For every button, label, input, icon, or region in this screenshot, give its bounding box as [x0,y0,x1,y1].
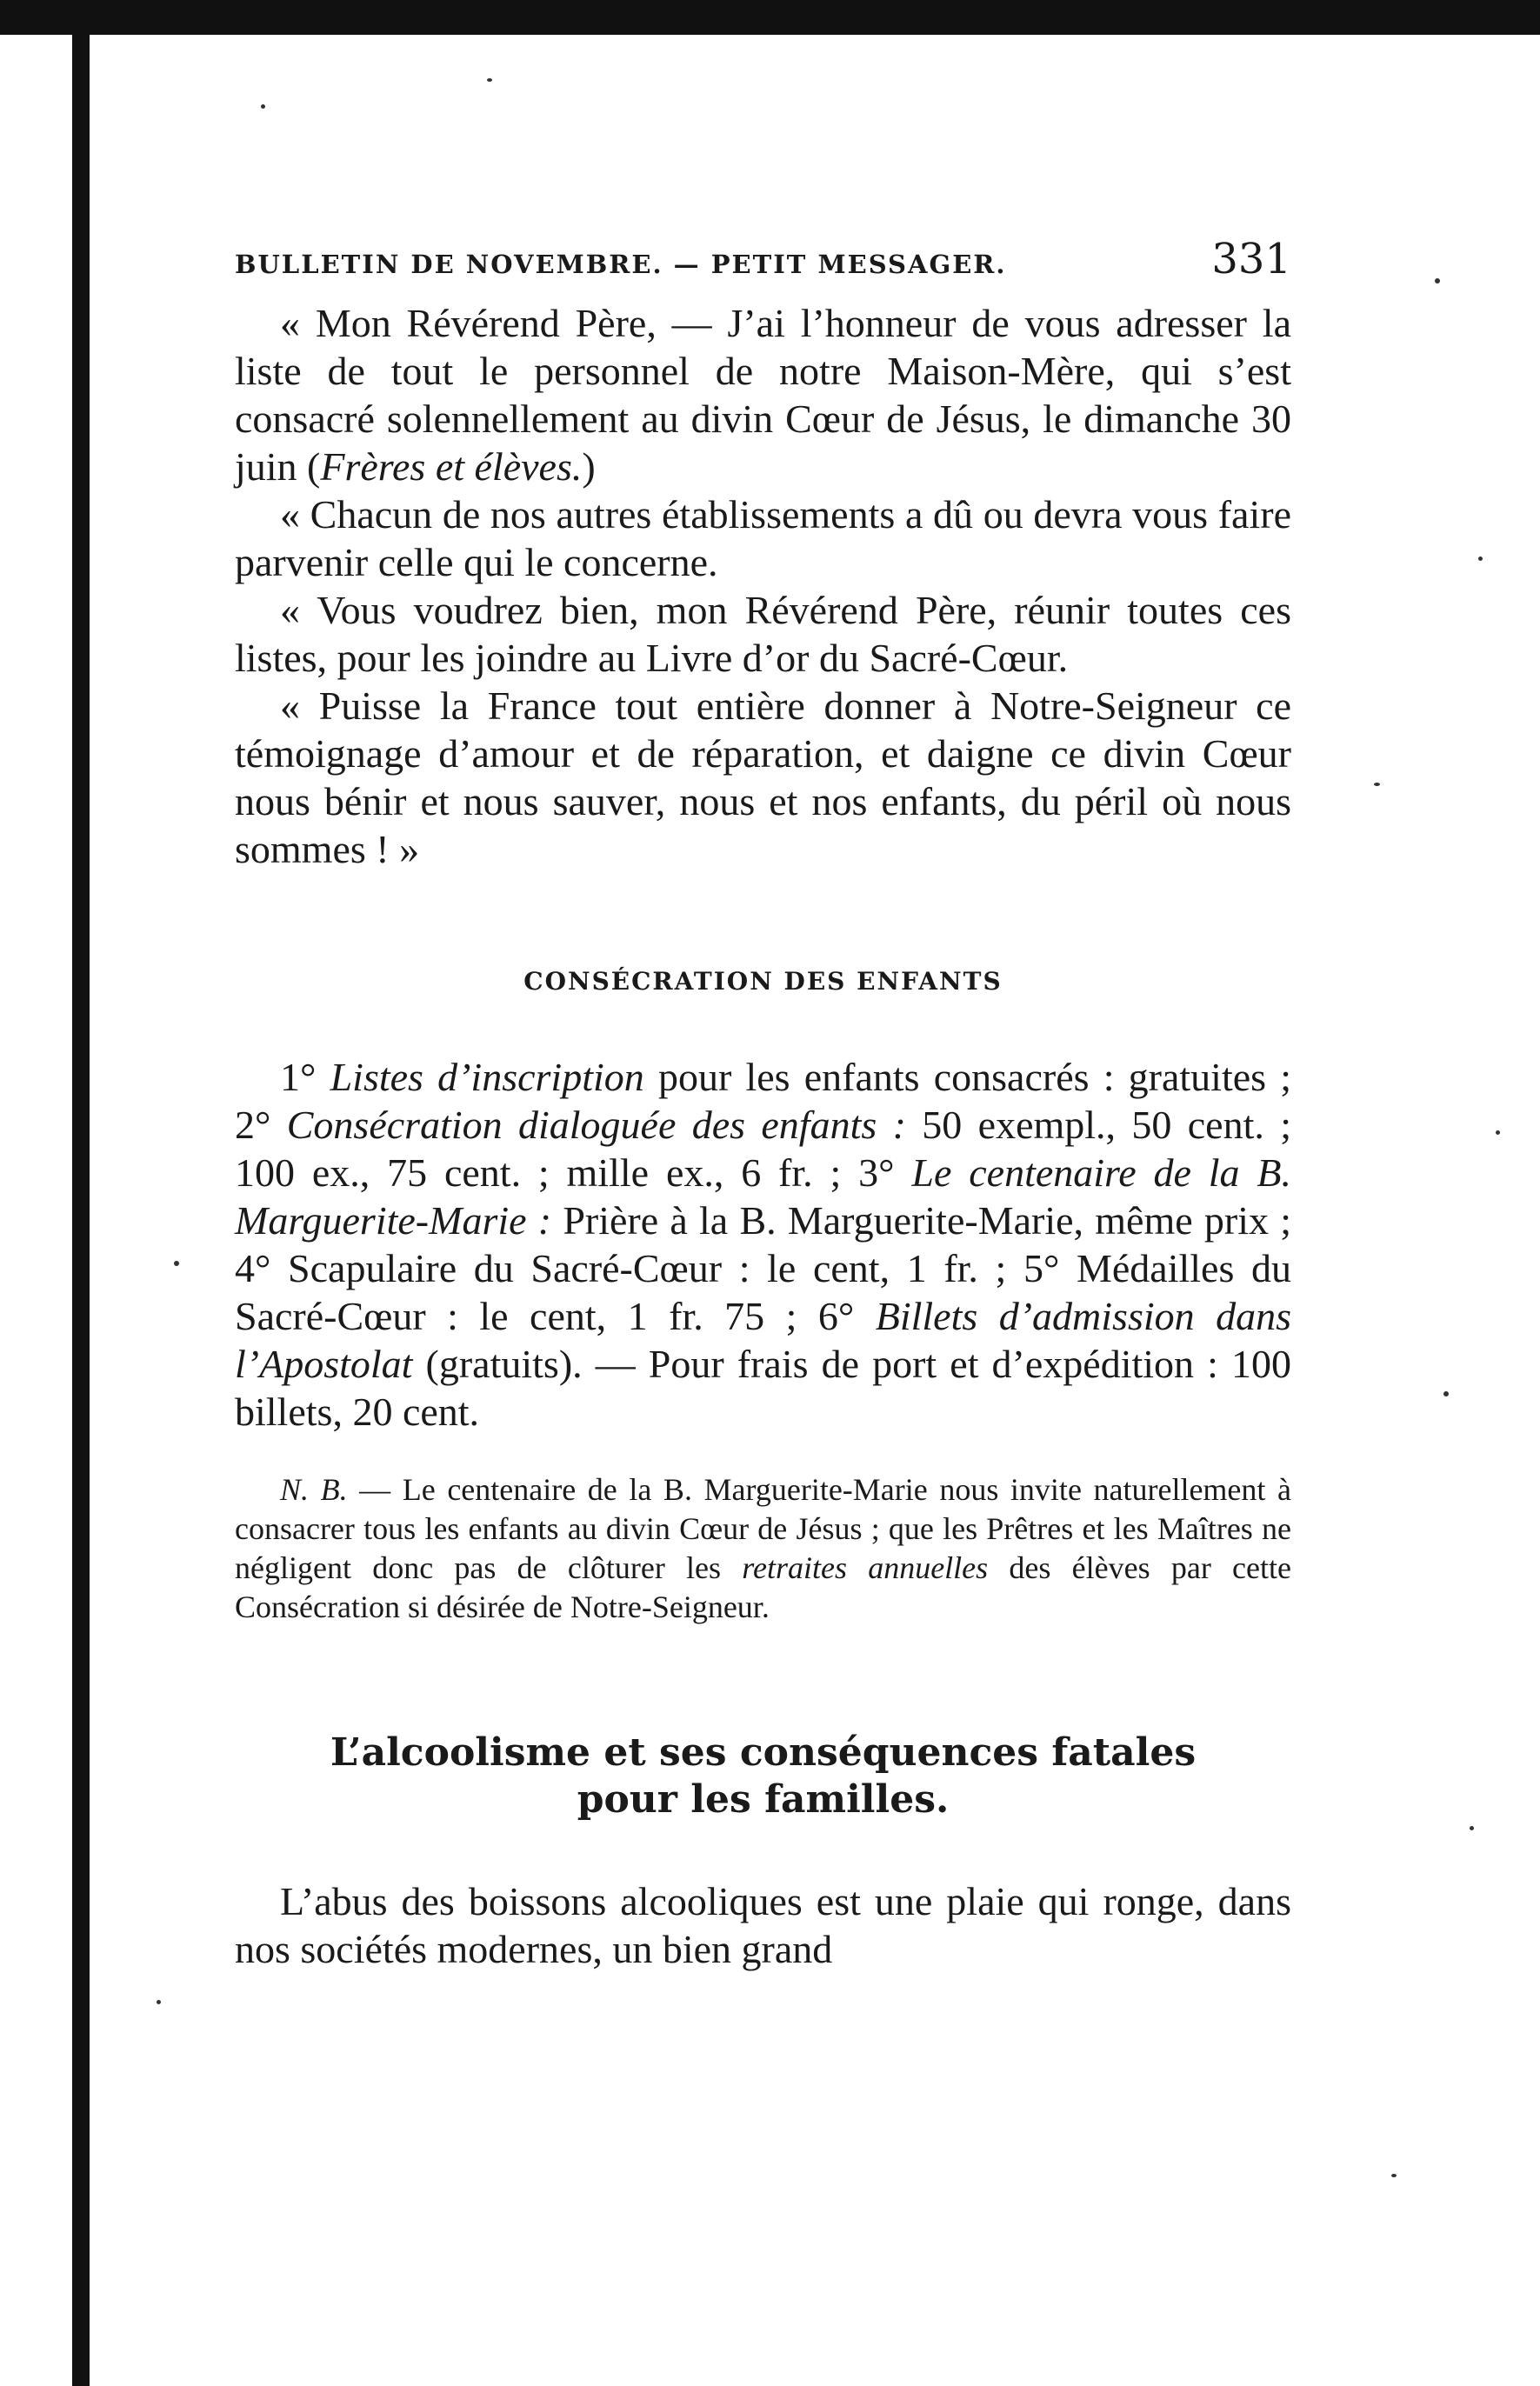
left-border [72,35,90,2386]
cons-italic-2: Consécration dialoguée des enfants : [286,1103,906,1147]
nb-text-2: des élèves par cette Consécration si désirée de Notre-Seigneur. [235,1550,1291,1624]
scan-speck [1435,278,1440,283]
page-number: 331 [1211,235,1291,283]
letter-paragraph-1 [235,299,1291,490]
cons-italic-1: Listes d’inscription [330,1055,644,1099]
article-title-line-1: L’alcoolisme et ses conséquences fatales [330,1730,1197,1775]
cons-italic-4: Billets d’admission dans l’Apostolat [235,1294,1292,1386]
page-content [235,235,1291,1973]
cons-text-2: pour les enfants consacrés : gratuites ; 2° [235,1055,1291,1147]
article-title [235,1730,1291,1823]
scan-speck [157,2000,161,2004]
scan-speck [1374,783,1380,786]
letter-paragraph-3: « Vous voudrez bien, mon Révérend Père, réunir toutes ces listes, pour les joindre au Livre d’or du Sacré-Cœur. [235,588,1291,680]
letter-p1-italic: Frères et élèves. [320,444,583,489]
scan-speck [1478,557,1483,561]
nb-italic: retraites annuelles [742,1550,989,1585]
cons-text-3: 50 exempl., 50 cent. ; 100 ex., 75 cent. ; mille ex., 6 fr. ; 3° [235,1103,1291,1195]
article-body: L’abus des boissons alcooliques est une plaie qui ronge, dans nos sociétés modernes, un bien grand [235,1879,1291,1971]
scan-speck [1391,2174,1397,2177]
scan-speck [261,104,265,109]
consecration-paragraph [235,1053,1291,1436]
cons-italic-3: Le centenaire de la B. Marguerite-Marie : [235,1150,1292,1243]
nb-text-1: — Le centenaire de la B. Marguerite-Marie nous invite naturellement à consacrer tous les enfants au divin Cœur de Jésus ; que les Prêtres et les Maîtres ne négligent donc pas de clôturer les [235,1472,1291,1585]
letter-p1-text: « Mon Révérend Père, — J’ai l’honneur de vous adresser la liste de tout le personnel de notre Maison-Mère, qui s’est consacré solennellement au divin Cœur de Jésus, le dimanche 30 juin ( [235,301,1291,489]
cons-text-4: Prière à la B. Marguerite-Marie, même prix ; 4° Scapulaire du Sacré-Cœur : le cent, 1 fr. ; 5° Médailles du Sacré-Cœur : le cent, 1 fr. 75 ; 6° [235,1198,1291,1338]
letter-p1-end: ) [582,444,596,489]
cons-text-5: (gratuits). — Pour frais de port et d’expédition : 100 billets, 20 cent. [235,1342,1291,1434]
scan-speck [1496,1130,1500,1135]
running-head-title: BULLETIN DE NOVEMBRE. — PETIT MESSAGER. [235,250,1007,279]
nb-label: N. B. [280,1472,348,1507]
nota-bene [235,1470,1291,1627]
section-heading-consecration: CONSÉCRATION DES ENFANTS [523,967,1003,996]
letter-paragraph-4: « Puisse la France tout entière donner à Notre-Seigneur ce témoignage d’amour et de réparation, et daigne ce divin Cœur nous bénir et nous sauver, nous et nos enfants, du péril où nous sommes ! » [235,683,1291,871]
scan-speck [1443,1391,1449,1396]
top-border [0,0,1540,45]
scan-speck [487,78,492,82]
running-head [235,235,1291,283]
scan-speck [174,1261,179,1266]
cons-text-1: 1° [280,1055,330,1099]
scan-speck [1470,1826,1474,1830]
letter-paragraph-2: « Chacun de nos autres établissements a dû ou devra vous faire parvenir celle qui le concerne. [235,492,1291,584]
article-title-line-2: pour les familles. [577,1777,950,1822]
